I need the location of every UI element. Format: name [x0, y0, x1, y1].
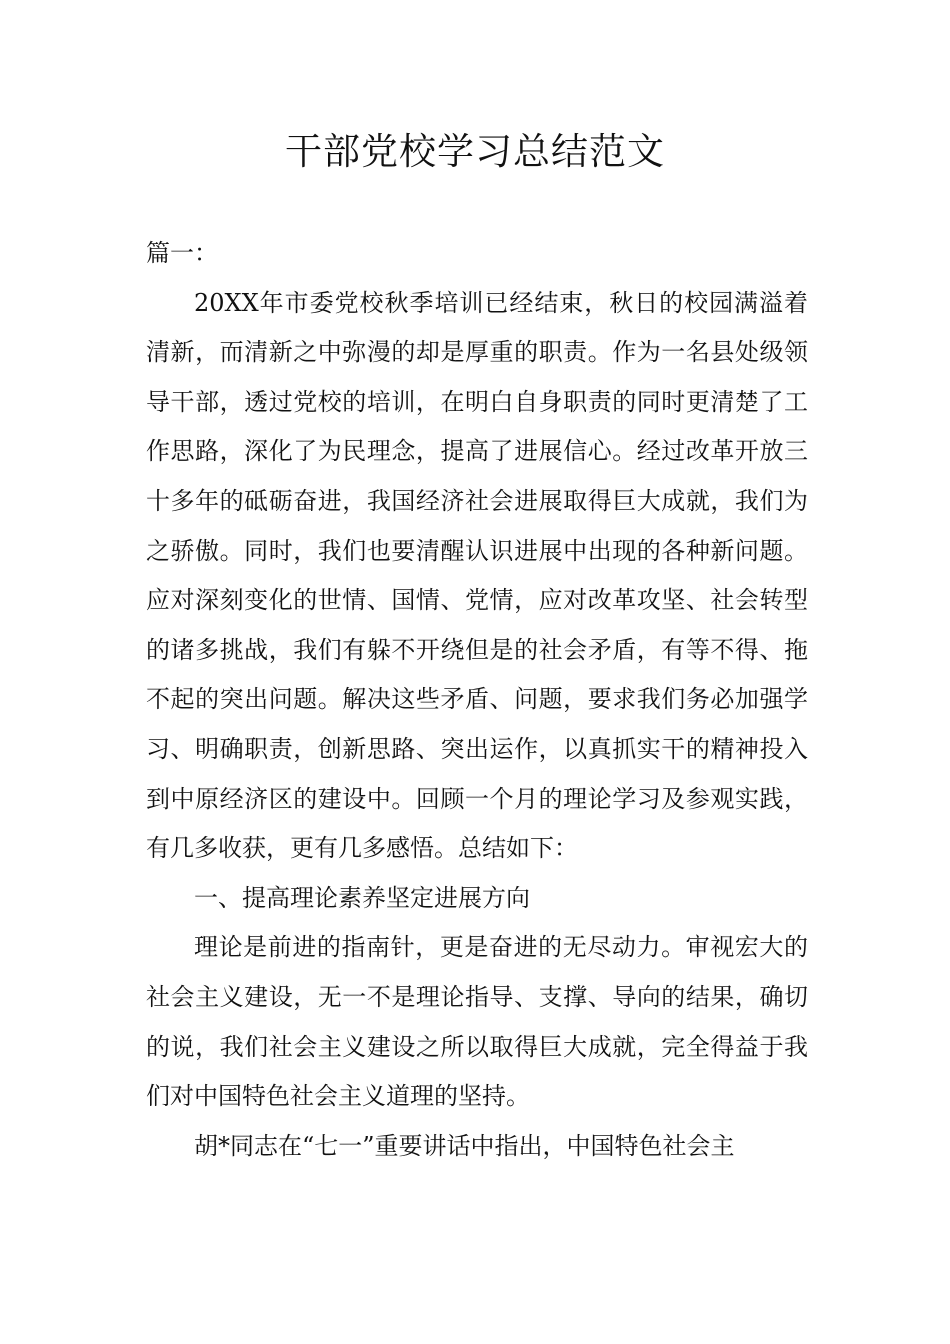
section-heading: 一、提高理论素养坚定进展方向: [194, 883, 530, 912]
section-label: 篇一：: [146, 239, 218, 267]
document-title: 干部党校学习总结范文: [285, 130, 665, 173]
paragraph-intro: 20XX年市委党校秋季培训已经结束，秋日的校园满溢着清新，而清新之中弥漫的却是厚重的职责。作为一名县处级领导干部，透过党校的培训，在明白自身职责的同时更清楚了工作思路，深化了为民理念，提高了进展信心。经过改革开放三十多年的砥砺奋进，我国经济社会进展取得巨大成就，我们为之骄傲。同时，我们也要清醒认识进展中出现的各种新问题。应对深刻变化的世情、国情、党情，应对改革攻坚、社会转型的诸多挑战，我们有躲不开绕但是的社会矛盾，有等不得、拖不起的突出问题。解决这些矛盾、问题，要求我们务必加强学习、明确职责，创新思路、突出运作，以真抓实干的精神投入到中原经济区的建设中。回顾一个月的理论学习及参观实践，有几多收获，更有几多感悟。总结如下：: [146, 288, 808, 863]
document-body: [146, 229, 808, 1171]
paragraph-theory: 理论是前进的指南针，更是奋进的无尽动力。审视宏大的社会主义建设，无一不是理论指导、支撑、导向的结果，确切的说，我们社会主义建设之所以取得巨大成就，完全得益于我们对中国特色社会主义道理的坚持。: [146, 933, 808, 1111]
paragraph-speech: 胡*同志在“七一”重要讲话中指出，中国特色社会主: [194, 1131, 735, 1160]
